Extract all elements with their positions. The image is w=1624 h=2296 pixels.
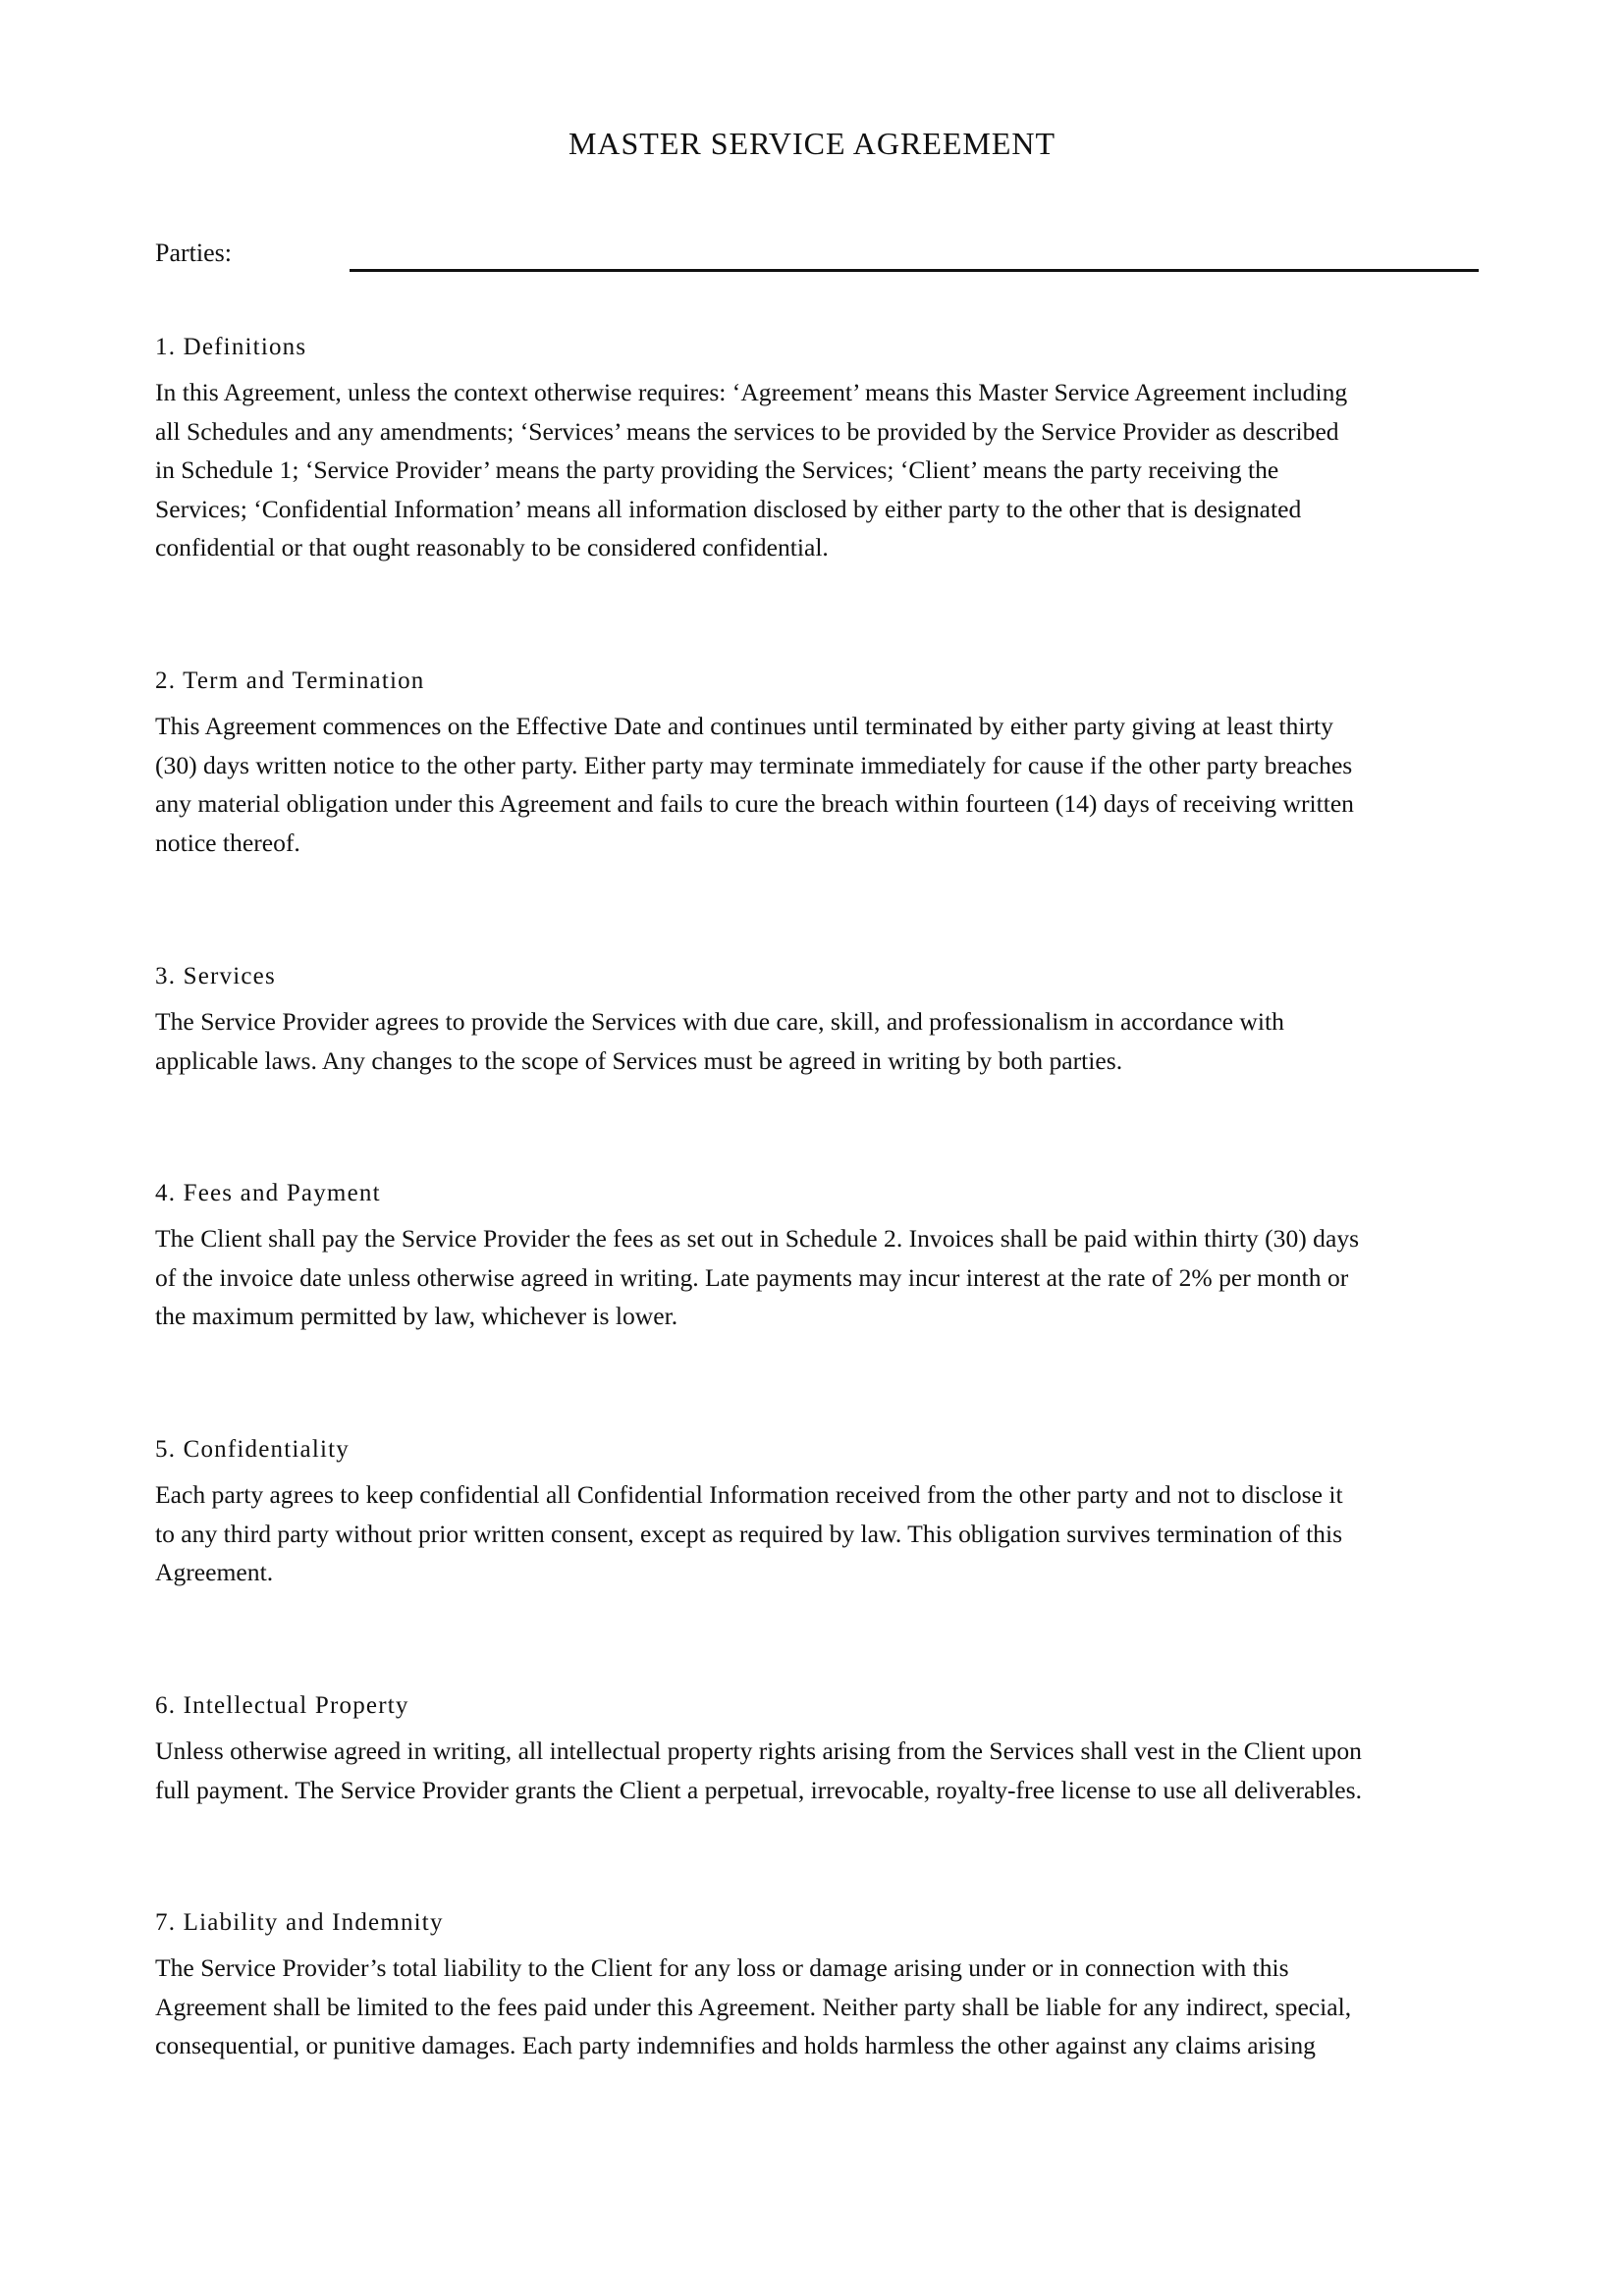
body-line: consequential, or punitive damages. Each party indemnifies and holds harmless the other against any claims arising [155, 2031, 1316, 2060]
section-body [155, 1949, 1481, 2065]
section-liability-and-indemnity [155, 1907, 1481, 2065]
body-line: This Agreement commences on the Effective Date and continues until terminated by either party giving at least thirty [155, 712, 1333, 740]
section-heading: 5. Confidentiality [155, 1436, 350, 1463]
section-heading: 6. Intellectual Property [155, 1692, 409, 1719]
section-heading: 4. Fees and Payment [155, 1180, 381, 1206]
body-line: In this Agreement, unless the context otherwise requires: ‘Agreement’ means this Master Service Agreement including [155, 378, 1348, 406]
body-line: applicable laws. Any changes to the scope of Services must be agreed in writing by both parties. [155, 1045, 1123, 1075]
parties-label: Parties: [155, 239, 232, 267]
section-intellectual-property [155, 1690, 1481, 1809]
body-line: (30) days written notice to the other party. Either party may terminate immediately for cause if the other party breaches [155, 750, 1353, 779]
body-line: Services; ‘Confidential Information’ means all information disclosed by either party to the other that is designated [155, 494, 1302, 523]
section-heading: 2. Term and Termination [155, 667, 425, 694]
section-heading: 7. Liability and Indemnity [155, 1909, 444, 1936]
body-line: Unless otherwise agreed in writing, all intellectual property rights arising from the Services shall vest in the Client upon [155, 1736, 1362, 1765]
section-body [155, 1732, 1481, 1809]
section-body [155, 707, 1481, 862]
section-services [155, 961, 1481, 1080]
body-line: any material obligation under this Agreement and fails to cure the breach within fourteen (14) days of receiving written [155, 789, 1354, 819]
body-line: The Client shall pay the Service Provider the fees as set out in Schedule 2. Invoices shall be paid within thirty (30) days [155, 1224, 1360, 1253]
body-line: Each party agrees to keep confidential all Confidential Information received from the other party and not to disclose it [155, 1480, 1343, 1509]
body-line: The Service Provider agrees to provide the Services with due care, skill, and professionalism in accordance with [155, 1007, 1284, 1036]
body-line: to any third party without prior written consent, except as required by law. This obligation survives termination of this [155, 1519, 1343, 1548]
section-fees-and-payment [155, 1178, 1481, 1336]
section-body [155, 373, 1481, 567]
body-line: notice thereof. [155, 828, 300, 857]
section-body [155, 1219, 1481, 1336]
body-line: in Schedule 1; ‘Service Provider’ means the party providing the Services; ‘Client’ means the party receiving the [155, 455, 1279, 485]
body-line: the maximum permitted by law, whichever is lower. [155, 1302, 678, 1331]
body-line: of the invoice date unless otherwise agreed in writing. Late payments may incur interest at the rate of 2% per month or [155, 1262, 1349, 1292]
section-body [155, 1002, 1481, 1080]
body-line: Agreement. [155, 1558, 274, 1587]
section-term-and-termination [155, 666, 1481, 862]
body-line: The Service Provider’s total liability to the Client for any loss or damage arising under or in connection with this [155, 1953, 1289, 1982]
section-heading: 3. Services [155, 963, 276, 989]
body-line: confidential or that ought reasonably to be considered confidential. [155, 533, 829, 562]
section-body [155, 1475, 1481, 1592]
section-confidentiality [155, 1434, 1481, 1592]
section-definitions [155, 332, 1481, 567]
parties-signature-line [350, 269, 1479, 272]
section-heading: 1. Definitions [155, 334, 307, 360]
body-line: Agreement shall be limited to the fees paid under this Agreement. Neither party shall be liable for any indirect, special, [155, 1992, 1352, 2021]
body-line: full payment. The Service Provider grants the Client a perpetual, irrevocable, royalty-free license to use all deliverables. [155, 1775, 1362, 1804]
document-title: MASTER SERVICE AGREEMENT [568, 126, 1056, 161]
body-line: all Schedules and any amendments; ‘Services’ means the services to be provided by the Service Provider as described [155, 416, 1339, 446]
